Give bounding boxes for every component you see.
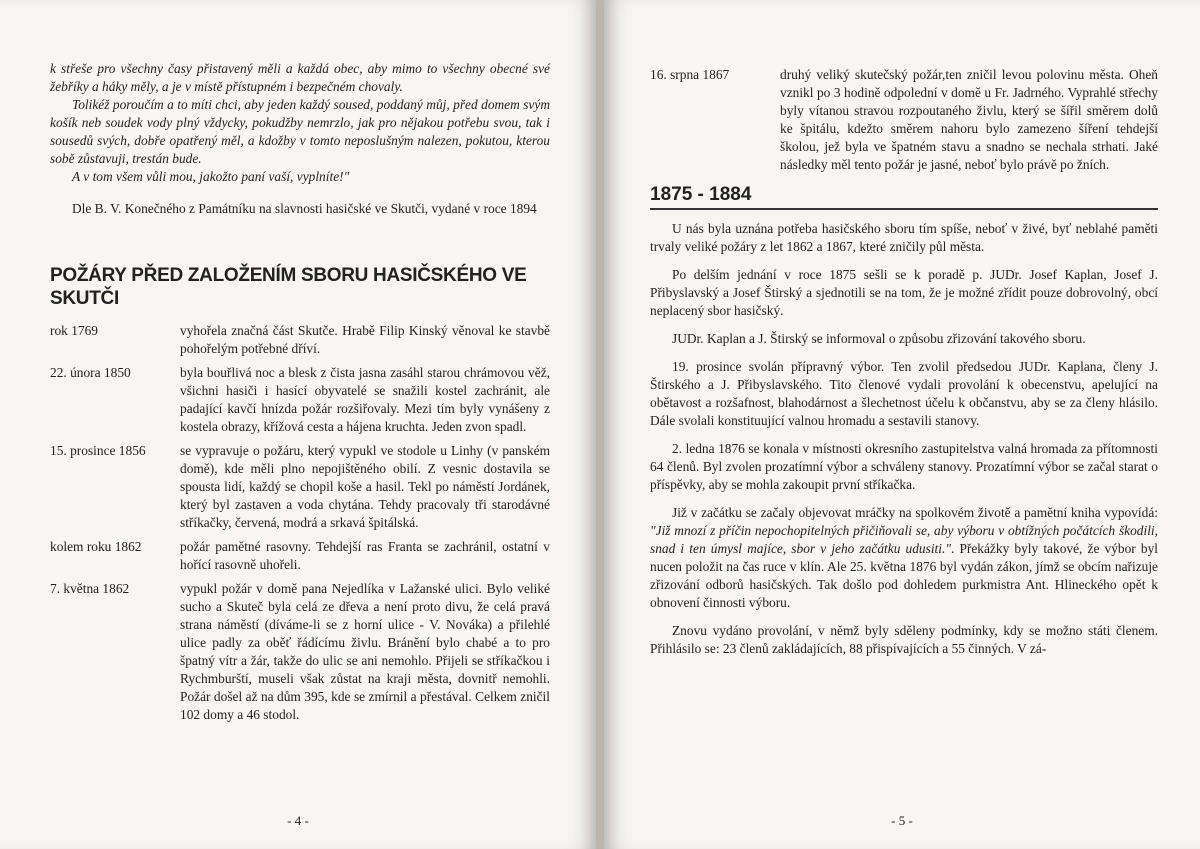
- paragraph: 19. prosince svolán přípravný výbor. Ten zvolil předsedou JUDr. Kaplana, členy J. Štirského a J. Přibyslavského. Tito členové vydali provolání k obecenstvu, apelující na obětavost a rozšafnost, blahodárnost a šlechetnost účelu k občanstvu, aby se za členy hlásilo. Dále svolali konstituující valnou hromadu a sestavili stanovy.: [650, 359, 1158, 428]
- quote-line: A v tom všem vůli mou, jakožto paní vaší, vyplníte!": [72, 169, 350, 184]
- book-gutter: [596, 0, 604, 849]
- right-page: [604, 0, 1200, 849]
- entry-text: se vypravuje o požáru, který vypukl ve stodole u Linhy (v panském domě), kde měli plno nepojištěného obilí. Z vesnic dostavila se spousta lidí, každý se chopil koše a hasil. Tekl po náměstí Jordánek, který byl zastaven a voda chytána. Tehdy pracovaly tři starodávné stříkačky, červená, modrá a srkavá špitálská.: [180, 443, 550, 530]
- entry-text: vypukl požár v domě pana Nejedlíka v Lažanské ulici. Bylo veliké sucho a Skuteč byla celá ze dřeva a není proto divu, že celá pravá strana náměstí (díváme-li se z horní ulice - V. Nováka) a přilehlé ulice padly za oběť řádícímu živlu. Bránění bylo chabé a to pro špatný vítr a žár, takže do ulic se ani nemohlo. Přijeli se stříkačkou i Rychmburští, museli však zůstat na kraji města, dovnitř nemohli. Požár došel až na dům 395, kde se zmírnil a přestával. Celkem zničil 102 domy a 46 stodol.: [180, 581, 550, 722]
- paragraph-with-quote: [650, 504, 1158, 612]
- paragraph-text: Již v začátku se začaly objevovat mráčky na spolkovém životě a pamětní kniha vypovídá:: [672, 505, 1158, 520]
- entry-date: rok 1769: [50, 323, 98, 338]
- right-page-content: [650, 66, 1158, 658]
- paragraph: Znovu vydáno provolání, v němž byly sděleny podmínky, kdy se možno státi členem. Přihlásilo se: 23 členů zakládajících, 88 přispívajících a 55 činných. V zá-: [650, 623, 1158, 656]
- paragraph: Po delším jednání v roce 1875 sešli se k poradě p. JUDr. Josef Kaplan, Josef J. Přibyslavský a Josef Štirský a sjednotili se na tom, že je možné zřídit pouze dobrovolný, obcí neplacený sbor hasičský.: [650, 267, 1158, 318]
- fire-entry: [50, 442, 550, 532]
- fire-entry: [50, 580, 550, 724]
- left-page: [0, 0, 596, 849]
- section-divider: [650, 186, 1158, 210]
- entry-text: požár pamětné rasovny. Tehdejší ras Franta se zachránil, ostatní v hořící rasovně uhořeli.: [180, 539, 550, 572]
- entry-date: kolem roku 1862: [50, 539, 142, 554]
- fire-entry: [50, 322, 550, 358]
- page-number: - 5 -: [891, 813, 913, 828]
- paragraph-text: . Překážky byly takové, že výbor byl nucen položit na čas ruce v klín. Ale 25. května 1876 byl vydán zákon, jímž se obcím nařizuje zřizování odborů hasičských. Tak došlo pod dohledem purkmistra Ant. Hlineckého opět k obnovení činnosti výboru.: [650, 541, 1158, 610]
- quote-line: k střeše pro všechny časy přistavený měli a každá obec, aby mimo to všechny obecné své žebříky a háky měly, a je v místě přístupném i bezpečném chovaly.: [50, 61, 550, 94]
- quote-line: Tolikéž poroučím a to míti chci, aby jeden každý soused, poddaný můj, před domem svým košík neb soudek vody plný vždycky, pokudžby nemrzlo, jak pro nějakou potřebu svou, tak i sousedů svých, dobře opatřený měl, a kdožby v tomto neposlušným nalezen, pokutou, kterou sobě zůstavuji, trestán bude.: [50, 97, 550, 166]
- paragraph: JUDr. Kaplan a J. Štirský se informoval o způsobu zřizování takového sboru.: [672, 331, 1086, 346]
- page-number: - 4 -: [287, 813, 309, 828]
- entry-date: 16. srpna 1867: [650, 67, 730, 82]
- chronicle-quote: "Již mnozí z příčin nepochopitelných přičiňovali se, aby výboru v obtížných počátcích škodili, snad i ten úmysl majíce, sbor v jeho začátku udusiti.": [650, 523, 1158, 556]
- entry-date: 22. února 1850: [50, 365, 131, 380]
- entry-text: byla bouřlivá noc a blesk z čista jasna zasáhl starou chrámovou věž, všichni hasiči i hasící obyvatelé se snažili kostel zachránit, ale padající kavčí hnízda požár rozšiřovaly. Mezi tím byly vynášeny z kostela obrazy, křížová cesta a hájena kruchta. Jeden zvon spadl.: [180, 365, 550, 434]
- fire-entry: [50, 364, 550, 436]
- entry-text: vyhořela značná část Skutče. Hrabě Filip Kinský věnoval ke stavbě pohořelým potřebné dříví.: [180, 323, 550, 356]
- fire-entry: [650, 66, 1158, 174]
- section-title: 1875 - 1884: [650, 184, 752, 205]
- section-heading: POŽÁRY PŘED ZALOŽENÍM SBORU HASIČSKÉHO VE SKUTČI: [50, 265, 527, 309]
- entry-text: druhý veliký skutečský požár,ten zničil levou polovinu města. Oheň vznikl po 3 hodině odpolední v domě u Fr. Jadrného. Vyprahlé střechy byly vítanou stravou rozpoutaného živlu, který se šířil směrem dolů ke špitálu, kdežto směrem nahoru bylo zamezeno šíření tehdejší školou, jež byla ve špatném stavu a snadno se nechala strhati. Jaké následky měl tento požár je jasné, neboť bylo právě po žních.: [780, 67, 1158, 172]
- entry-date: 7. května 1862: [50, 581, 130, 596]
- source-note: Dle B. V. Konečného z Památníku na slavnosti hasičské ve Skutči, vydané v roce 1894: [72, 201, 537, 216]
- left-page-content: [50, 60, 550, 730]
- paragraph: 2. ledna 1876 se konala v místnosti okresního zastupitelstva valná hromada za přítomnosti 64 členů. Byl zvolen prozatímní výbor a schváleny stanovy. Prozatímní výbor se začal starat o příspěvky, aby se mohla zakoupit první stříkačka.: [650, 441, 1158, 492]
- paragraph: U nás byla uznána potřeba hasičského sboru tím spíše, neboť v živé, byť neblahé paměti trvaly veliké požáry z let 1862 a 1867, které zničily půl města.: [650, 221, 1158, 254]
- fire-entry: [50, 538, 550, 574]
- entry-date: 15. prosince 1856: [50, 443, 146, 458]
